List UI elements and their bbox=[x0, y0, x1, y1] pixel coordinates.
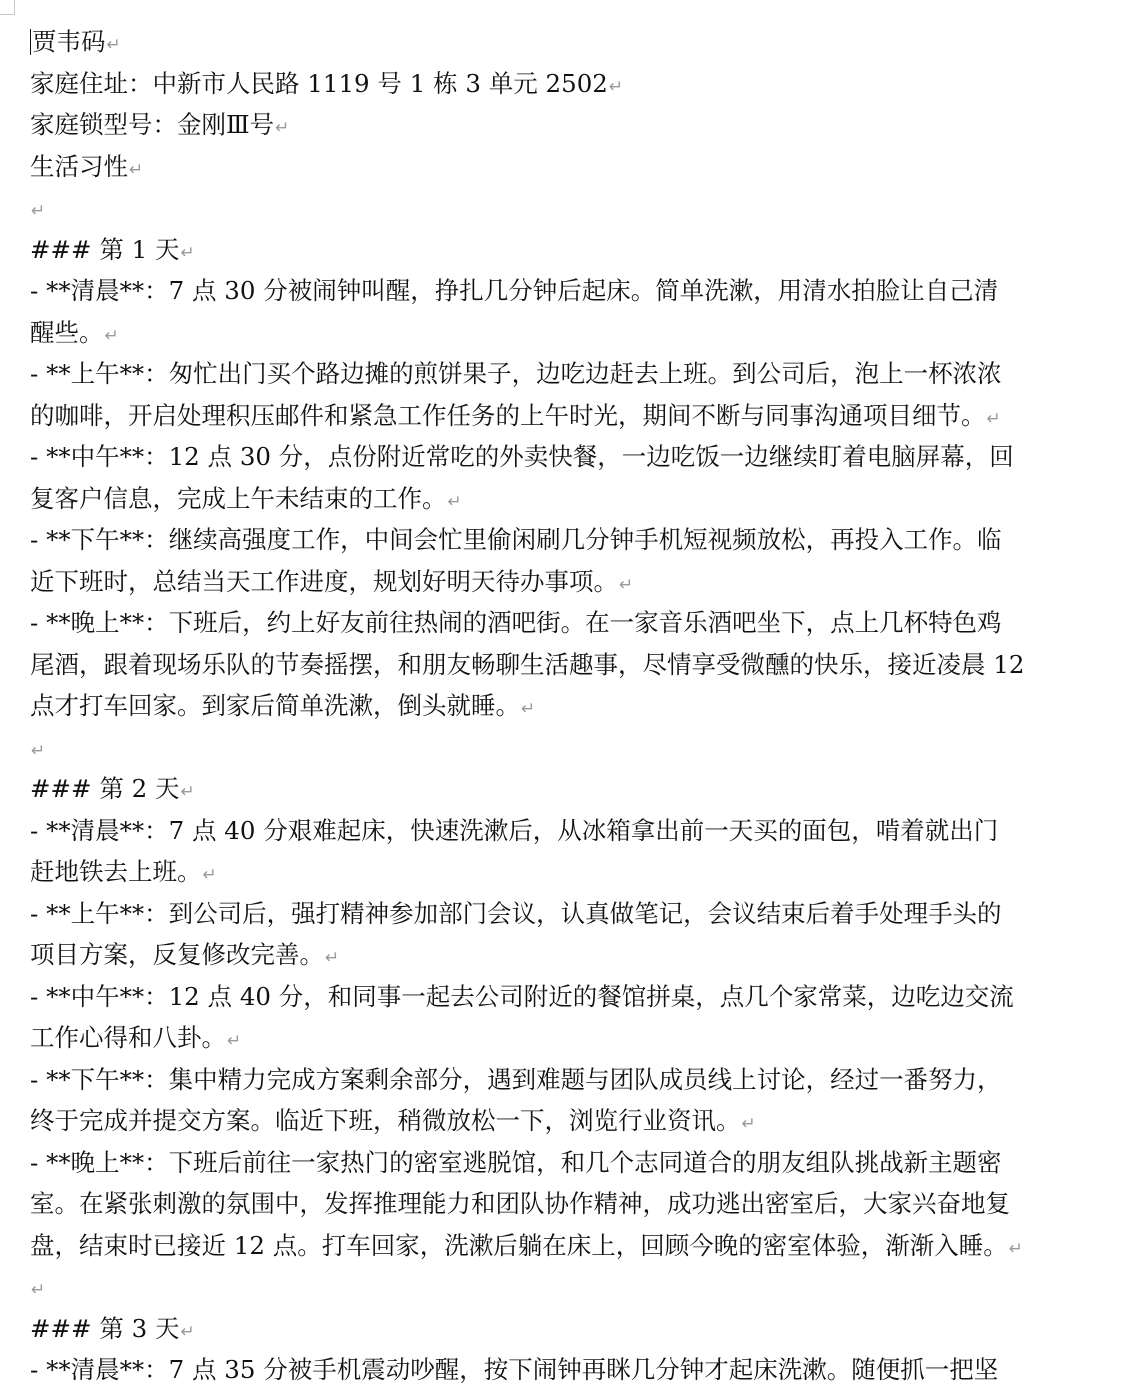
paragraph-mark-icon: ↵ bbox=[129, 159, 144, 180]
address-value: 中新市人民路 1119 号 1 栋 3 单元 2502 bbox=[152, 68, 608, 98]
paragraph-mark-icon: ↵ bbox=[31, 1280, 46, 1300]
text-line[interactable]: 醒些。↵ bbox=[30, 317, 119, 347]
text-line[interactable]: - **上午**：到公司后，强打精神参加部门会议，认真做笔记，会议结束后着手处理手头的 bbox=[30, 898, 1002, 928]
text-line[interactable]: - **上午**：匆忙出门买个路边摊的煎饼果子，边吃边赶去上班。到公司后，泡上一杯浓浓 bbox=[30, 359, 1002, 388]
paragraph-mark-icon: ↵ bbox=[1008, 1238, 1023, 1259]
paragraph-mark-icon: ↵ bbox=[106, 35, 121, 55]
paragraph-mark-icon: ↵ bbox=[325, 948, 340, 968]
page-corner-mark bbox=[0, 0, 15, 15]
text-line[interactable]: - **清晨**：7 点 30 分被闹钟叫醒，挣扎几分钟后起床。简单洗漱，用清水拍脸让自己清 bbox=[30, 276, 999, 305]
paragraph-mark-icon: ↵ bbox=[521, 699, 536, 719]
paragraph-mark-icon: ↵ bbox=[202, 865, 217, 885]
text-line[interactable]: - **中午**：12 点 40 分，和同事一起去公司附近的餐馆拼桌，点几个家常菜，边吃边交流 bbox=[30, 981, 1014, 1011]
day-heading[interactable]: ### 第 2 天↵ bbox=[30, 774, 195, 803]
paragraph-mark-icon: ↵ bbox=[180, 1321, 195, 1342]
text-line[interactable]: 盘，结束时已接近 12 点。打车回家，洗漱后躺在床上，回顾今晚的密室体验，渐渐入睡。↵ bbox=[30, 1230, 1023, 1260]
paragraph-mark-icon: ↵ bbox=[31, 740, 46, 761]
person-name: 贾韦码 bbox=[32, 27, 106, 56]
habits-title: 生活习性 bbox=[30, 151, 128, 181]
text-line[interactable]: - **晚上**：下班后，约上好友前往热闹的酒吧街。在一家音乐酒吧坐下，点上几杯特色鸡 bbox=[30, 608, 1002, 637]
text-line[interactable]: 赶地铁去上班。↵ bbox=[30, 857, 217, 886]
text-line[interactable]: 的咖啡，开启处理积压邮件和紧急工作任务的上午时光，期间不断与同事沟通项目细节。↵ bbox=[30, 400, 1001, 430]
text-line[interactable]: - **清晨**：7 点 40 分艰难起床，快速洗漱后，从冰箱拿出前一天买的面包，啃着就出门 bbox=[30, 815, 999, 845]
paragraph-mark-icon: ↵ bbox=[741, 1114, 756, 1134]
empty-line[interactable] bbox=[30, 1266, 1138, 1308]
text-line[interactable]: 项目方案，反复修改完善。↵ bbox=[30, 940, 340, 969]
paragraph-mark-icon: ↵ bbox=[447, 491, 462, 512]
name-line[interactable] bbox=[30, 21, 1138, 63]
text-line[interactable]: - **下午**：继续高强度工作，中间会忙里偷闲刷几分钟手机短视频放松，再投入工作。临 bbox=[30, 525, 1002, 554]
text-line[interactable]: 复客户信息，完成上午未结束的工作。↵ bbox=[30, 483, 462, 513]
text-line[interactable]: - **中午**：12 点 30 分，点份附近常吃的外卖快餐，一边吃饭一边继续盯着电脑屏幕，回 bbox=[30, 442, 1014, 471]
paragraph-mark-icon: ↵ bbox=[180, 242, 195, 263]
lock-label: 家庭锁型号： bbox=[30, 110, 177, 139]
text-line[interactable]: 室。在紧张刺激的氛围中，发挥推理能力和团队协作精神，成功逃出密室后，大家兴奋地复 bbox=[30, 1189, 1010, 1218]
day-heading[interactable]: ### 第 1 天↵ bbox=[30, 234, 195, 264]
paragraph-mark-icon: ↵ bbox=[608, 76, 624, 97]
text-line[interactable]: 尾酒，跟着现场乐队的节奏摇摆，和朋友畅聊生活趣事，尽情享受微醺的快乐，接近凌晨 12 bbox=[30, 649, 1025, 679]
address-label: 家庭住址： bbox=[30, 68, 153, 98]
text-line[interactable]: - **下午**：集中精力完成方案剩余部分，遇到难题与团队成员线上讨论，经过一番努力， bbox=[30, 1064, 1002, 1094]
paragraph-mark-icon: ↵ bbox=[104, 325, 119, 346]
paragraph-mark-icon: ↵ bbox=[227, 1031, 242, 1051]
paragraph-mark-icon: ↵ bbox=[275, 118, 290, 138]
paragraph-mark-icon: ↵ bbox=[31, 201, 46, 221]
empty-line[interactable] bbox=[30, 727, 1138, 769]
text-line[interactable]: 点才打车回家。到家后简单洗漱，倒头就睡。↵ bbox=[30, 691, 536, 720]
lock-line[interactable] bbox=[30, 104, 1138, 146]
document-body[interactable] bbox=[30, 21, 1138, 1391]
address-line[interactable] bbox=[30, 63, 1138, 105]
paragraph-mark-icon: ↵ bbox=[180, 782, 195, 802]
text-line[interactable]: - **清晨**：7 点 35 分被手机震动吵醒，按下闹钟再眯几分钟才起床洗漱。随便抓一把坚 bbox=[30, 1355, 999, 1384]
text-line[interactable]: - **晚上**：下班后前往一家热门的密室逃脱馆，和几个志同道合的朋友组队挑战新主题密 bbox=[30, 1147, 1002, 1177]
habits-title-line[interactable] bbox=[30, 146, 1138, 188]
text-line[interactable]: 终于完成并提交方案。临近下班，稍微放松一下，浏览行业资讯。↵ bbox=[30, 1106, 756, 1135]
lock-value: 金刚Ⅲ号 bbox=[177, 110, 275, 139]
paragraph-mark-icon: ↵ bbox=[619, 574, 634, 595]
text-line[interactable]: 近下班时，总结当天工作进度，规划好明天待办事项。↵ bbox=[30, 566, 634, 596]
paragraph-mark-icon: ↵ bbox=[986, 408, 1001, 429]
text-cursor bbox=[30, 29, 31, 55]
day-heading[interactable]: ### 第 3 天↵ bbox=[30, 1313, 195, 1343]
empty-line[interactable] bbox=[30, 187, 1138, 229]
text-line[interactable]: 工作心得和八卦。↵ bbox=[30, 1023, 242, 1052]
